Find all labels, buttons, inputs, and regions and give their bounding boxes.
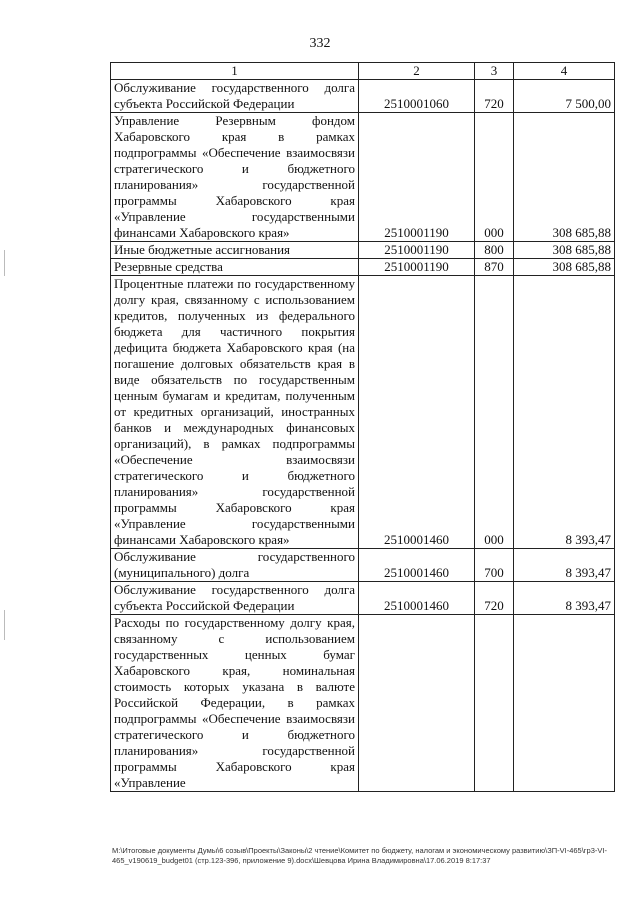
budget-table [110, 62, 615, 792]
column-header: 2 [359, 63, 475, 80]
table-row [111, 276, 615, 549]
row-kind: 870 [475, 259, 514, 276]
row-name: Резервные средства [111, 259, 359, 276]
row-code [359, 615, 475, 792]
table-row [111, 549, 615, 582]
table-row [111, 582, 615, 615]
row-kind: 000 [475, 113, 514, 242]
row-amount: 7 500,00 [514, 80, 615, 113]
row-name: Иные бюджетные ассигнования [111, 242, 359, 259]
row-kind [475, 615, 514, 792]
row-name: Расходы по государственному долгу края, связанному с использованием государственных ценных бумаг Хабаровского края, номинальная стоимость которых указана в валюте Российской Федерации, в рамках подпрограммы «Обеспечение взаимосвязи стратегического и бюджетного планирования» государственной программы Хабаровского края «Управление [111, 615, 359, 792]
table-header-row [111, 63, 615, 80]
scan-edge-mark [4, 250, 5, 276]
row-amount: 308 685,88 [514, 259, 615, 276]
scan-edge-mark [4, 610, 5, 640]
row-name: Обслуживание государственного долга субъекта Российской Федерации [111, 582, 359, 615]
row-amount [514, 615, 615, 792]
row-kind: 700 [475, 549, 514, 582]
column-header: 4 [514, 63, 615, 80]
row-amount: 308 685,88 [514, 113, 615, 242]
table-row [111, 242, 615, 259]
row-code: 2510001060 [359, 80, 475, 113]
row-name: Обслуживание государственного (муниципального) долга [111, 549, 359, 582]
table-row [111, 259, 615, 276]
row-kind: 720 [475, 582, 514, 615]
row-amount: 8 393,47 [514, 276, 615, 549]
row-amount: 8 393,47 [514, 549, 615, 582]
row-kind: 720 [475, 80, 514, 113]
row-kind: 000 [475, 276, 514, 549]
table-row [111, 615, 615, 792]
row-name: Обслуживание государственного долга субъекта Российской Федерации [111, 80, 359, 113]
row-amount: 8 393,47 [514, 582, 615, 615]
column-header: 1 [111, 63, 359, 80]
column-header: 3 [475, 63, 514, 80]
table-row [111, 113, 615, 242]
row-code: 2510001460 [359, 276, 475, 549]
row-code: 2510001460 [359, 582, 475, 615]
row-code: 2510001190 [359, 242, 475, 259]
row-code: 2510001460 [359, 549, 475, 582]
row-name: Управление Резервным фондом Хабаровского края в рамках подпрограммы «Обеспечение взаимосвязи стратегического и бюджетного планирования» государственной программы Хабаровского края «Управление государственными финансами Хабаровского края» [111, 113, 359, 242]
row-code: 2510001190 [359, 259, 475, 276]
table-row [111, 80, 615, 113]
page-number: 332 [309, 36, 331, 51]
row-amount: 308 685,88 [514, 242, 615, 259]
row-name: Процентные платежи по государственному долгу края, связанному с использованием кредитов, полученных из федерального бюджета для частичного покрытия дефицита бюджета Хабаровского края (на погашение долговых обязательств края в виде обязательств по государственным ценным бумагам и кредитам, полученным от кредитных организаций, иностранных банков и международных финансовых организаций), в рамках подпрограммы «Обеспечение взаимосвязи стратегического и бюджетного планирования» государственной программы Хабаровского края «Управление государственными финансами Хабаровского края» [111, 276, 359, 549]
row-kind: 800 [475, 242, 514, 259]
document-path-footer: M:\Итоговые документы Думы\6 созыв\Проекты\Законы\2 чтение\Комитет по бюджету, налогам и экономическому развитию\ЗП-VI-465\гр3-VI-465_v190619_budget01 (стр.123-396, приложение 9).docx\Шевцова Ирина Владимировна\17.06.2019 8:17:37 [112, 846, 607, 865]
row-code: 2510001190 [359, 113, 475, 242]
